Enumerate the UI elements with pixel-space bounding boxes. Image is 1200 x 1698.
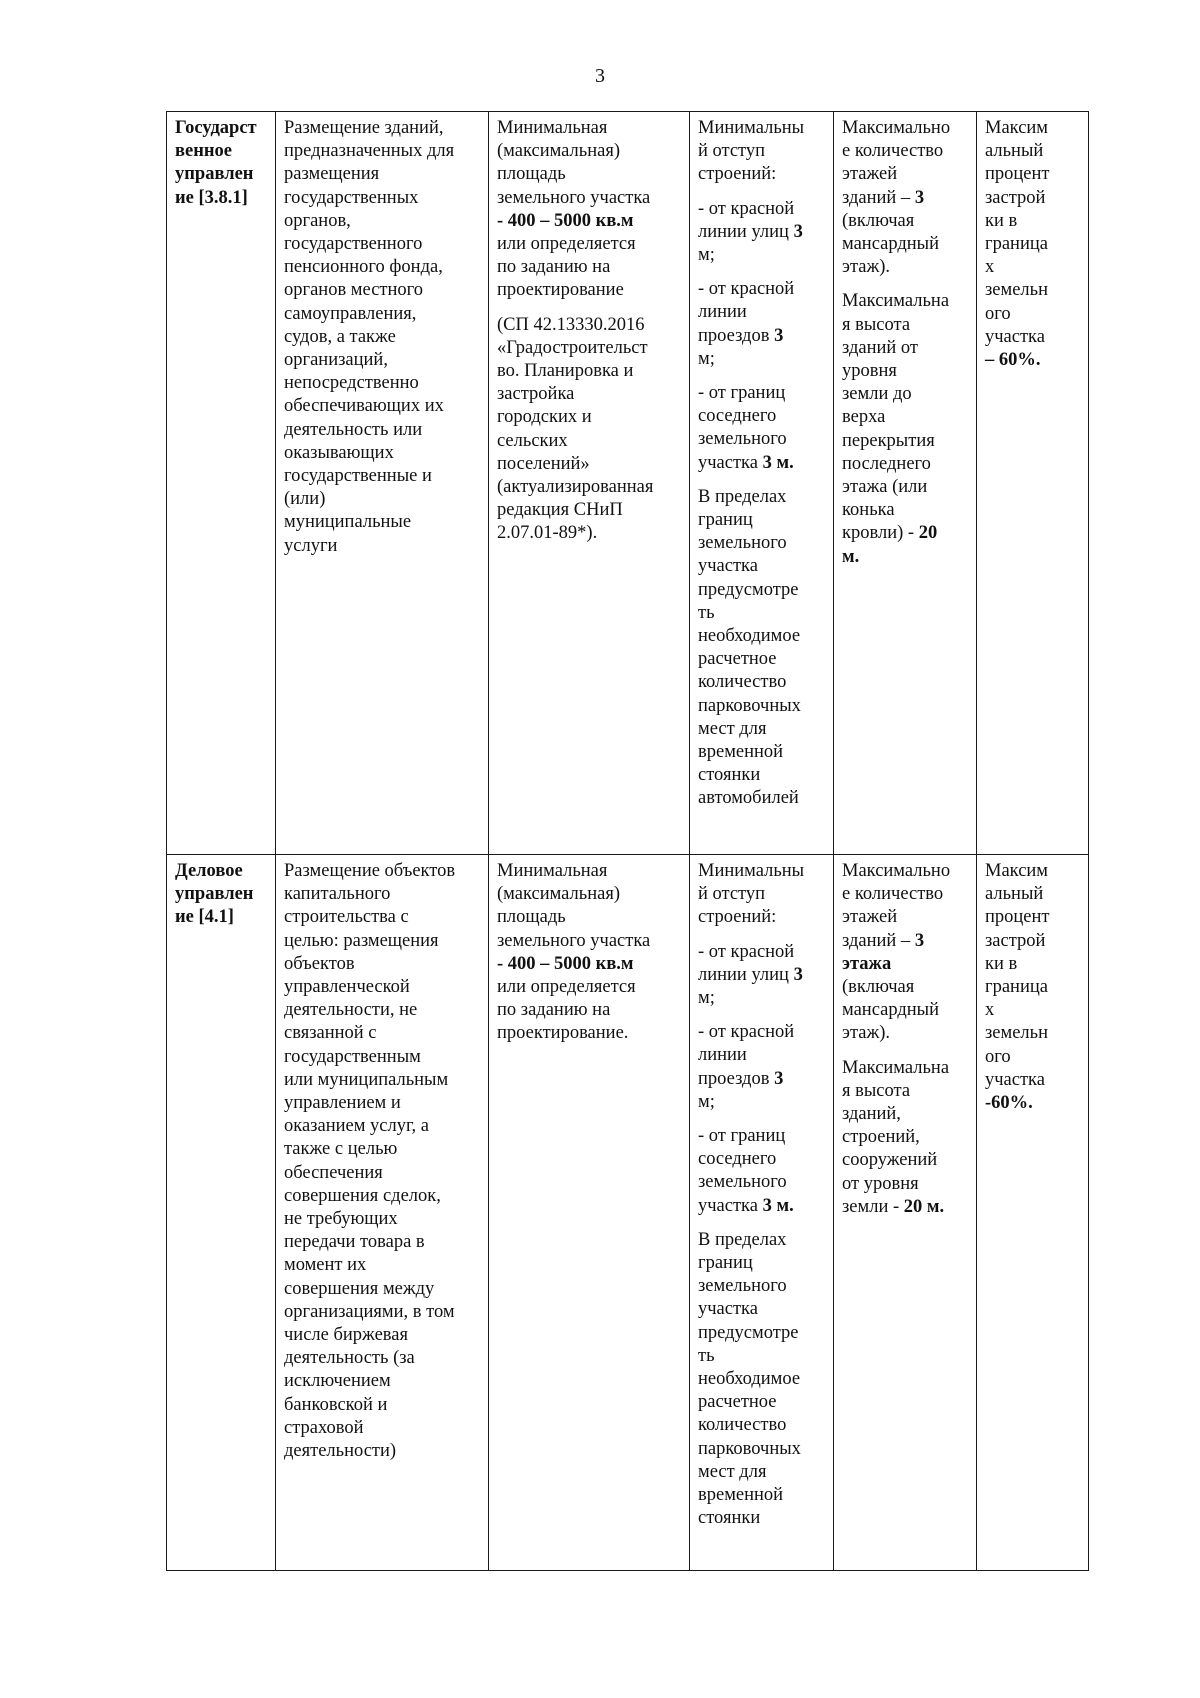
table-row bbox=[167, 855, 1089, 1571]
max-coverage: Максим альный процент застрой ки в граница х земельн ого участка -60%. bbox=[985, 861, 1050, 1114]
coverage-cell bbox=[977, 112, 1089, 855]
setback-passages: - от красной линии проездов 3 м; bbox=[698, 279, 795, 369]
setback-neighbor: - от границ соседнего земельного участка 3 м. bbox=[698, 383, 794, 473]
setback-passages: - от красной линии проездов 3 м; bbox=[698, 1022, 795, 1112]
use-description: Размещение зданий, предназначенных для размещения государственных органов, государственного пенсионного фонда, органов местного самоуправления, судов, а также организаций, непосредственно обеспечивающих их деятельность или оказывающих государственные и (или) муниципальные услуги bbox=[284, 118, 455, 556]
area-value: - 400 – 5000 кв.м bbox=[497, 953, 634, 974]
area-reference: (СП 42.13330.2016 «Градостроительст во. Планировка и застройка городских и сельских поселений» (актуализированная редакция СНиП 2.07.01-89*). bbox=[497, 314, 654, 544]
setback-neighbor: - от границ соседнего земельного участка 3 м. bbox=[698, 1126, 794, 1216]
setback-intro: Минимальны й отступ строений: bbox=[698, 861, 805, 928]
max-height: Максимальна я высота зданий, строений, сооружений от уровня земли - 20 м. bbox=[842, 1057, 950, 1217]
setback-cell bbox=[690, 855, 834, 1571]
setback-streets: - от красной линии улиц 3 м; bbox=[698, 941, 803, 1009]
setback-cell bbox=[690, 112, 834, 855]
max-floors: Максимально е количество этажей зданий – 3 (включая мансардный этаж). bbox=[842, 118, 951, 278]
description-cell bbox=[276, 112, 489, 855]
setback-streets: - от красной линии улиц 3 м; bbox=[698, 198, 803, 266]
table-row bbox=[167, 112, 1089, 855]
area-parameters bbox=[497, 860, 683, 1046]
max-floors: Максимально е количество этажей зданий – 3 этажа (включая мансардный этаж). bbox=[842, 861, 951, 1044]
parking-requirement: В пределах границ земельного участка предусмотре ть необходимое расчетное количество парковочных мест для временной стоянки автомобилей bbox=[698, 486, 801, 809]
use-name: Деловое управлен ие [4.1] bbox=[175, 861, 254, 928]
parking-requirement: В пределах границ земельного участка предусмотре ть необходимое расчетное количество парковочных мест для временной стоянки bbox=[698, 1229, 801, 1529]
area-note: или определяется по заданию на проектирование bbox=[497, 234, 636, 301]
max-coverage: Максим альный процент застрой ки в граница х земельн ого участка – 60%. bbox=[985, 118, 1050, 371]
floors-cell bbox=[834, 855, 977, 1571]
floors-cell bbox=[834, 112, 977, 855]
area-label: Минимальная (максимальная) площадь земельного участка bbox=[497, 118, 651, 208]
page-number: 3 bbox=[595, 65, 605, 87]
area-cell bbox=[489, 855, 690, 1571]
area-note: или определяется по заданию на проектирование. bbox=[497, 977, 636, 1044]
use-description: Размещение объектов капитального строительства с целью: размещения объектов управленческой деятельности, не связанной с государственным или муниципальным управлением и оказанием услуг, а также с целью обеспечения совершения сделок, не требующих передачи товара в момент их совершения между организациями, в том числе биржевая деятельность (за исключением банковской и страховой деятельности) bbox=[284, 861, 456, 1462]
area-label: Минимальная (максимальная) площадь земельного участка bbox=[497, 861, 651, 951]
description-cell bbox=[276, 855, 489, 1571]
use-name: Государст венное управлен ие [3.8.1] bbox=[175, 118, 257, 208]
use-name-cell bbox=[167, 112, 276, 855]
use-name-cell bbox=[167, 855, 276, 1571]
max-height: Максимальна я высота зданий от уровня земли до верха перекрытия последнего этажа (или конька кровли) - 20 м. bbox=[842, 291, 950, 567]
area-cell bbox=[489, 112, 690, 855]
area-value: - 400 – 5000 кв.м bbox=[497, 210, 634, 231]
zoning-table bbox=[166, 111, 1089, 1571]
coverage-cell bbox=[977, 855, 1089, 1571]
setback-intro: Минимальны й отступ строений: bbox=[698, 118, 805, 185]
area-parameters bbox=[497, 117, 683, 303]
